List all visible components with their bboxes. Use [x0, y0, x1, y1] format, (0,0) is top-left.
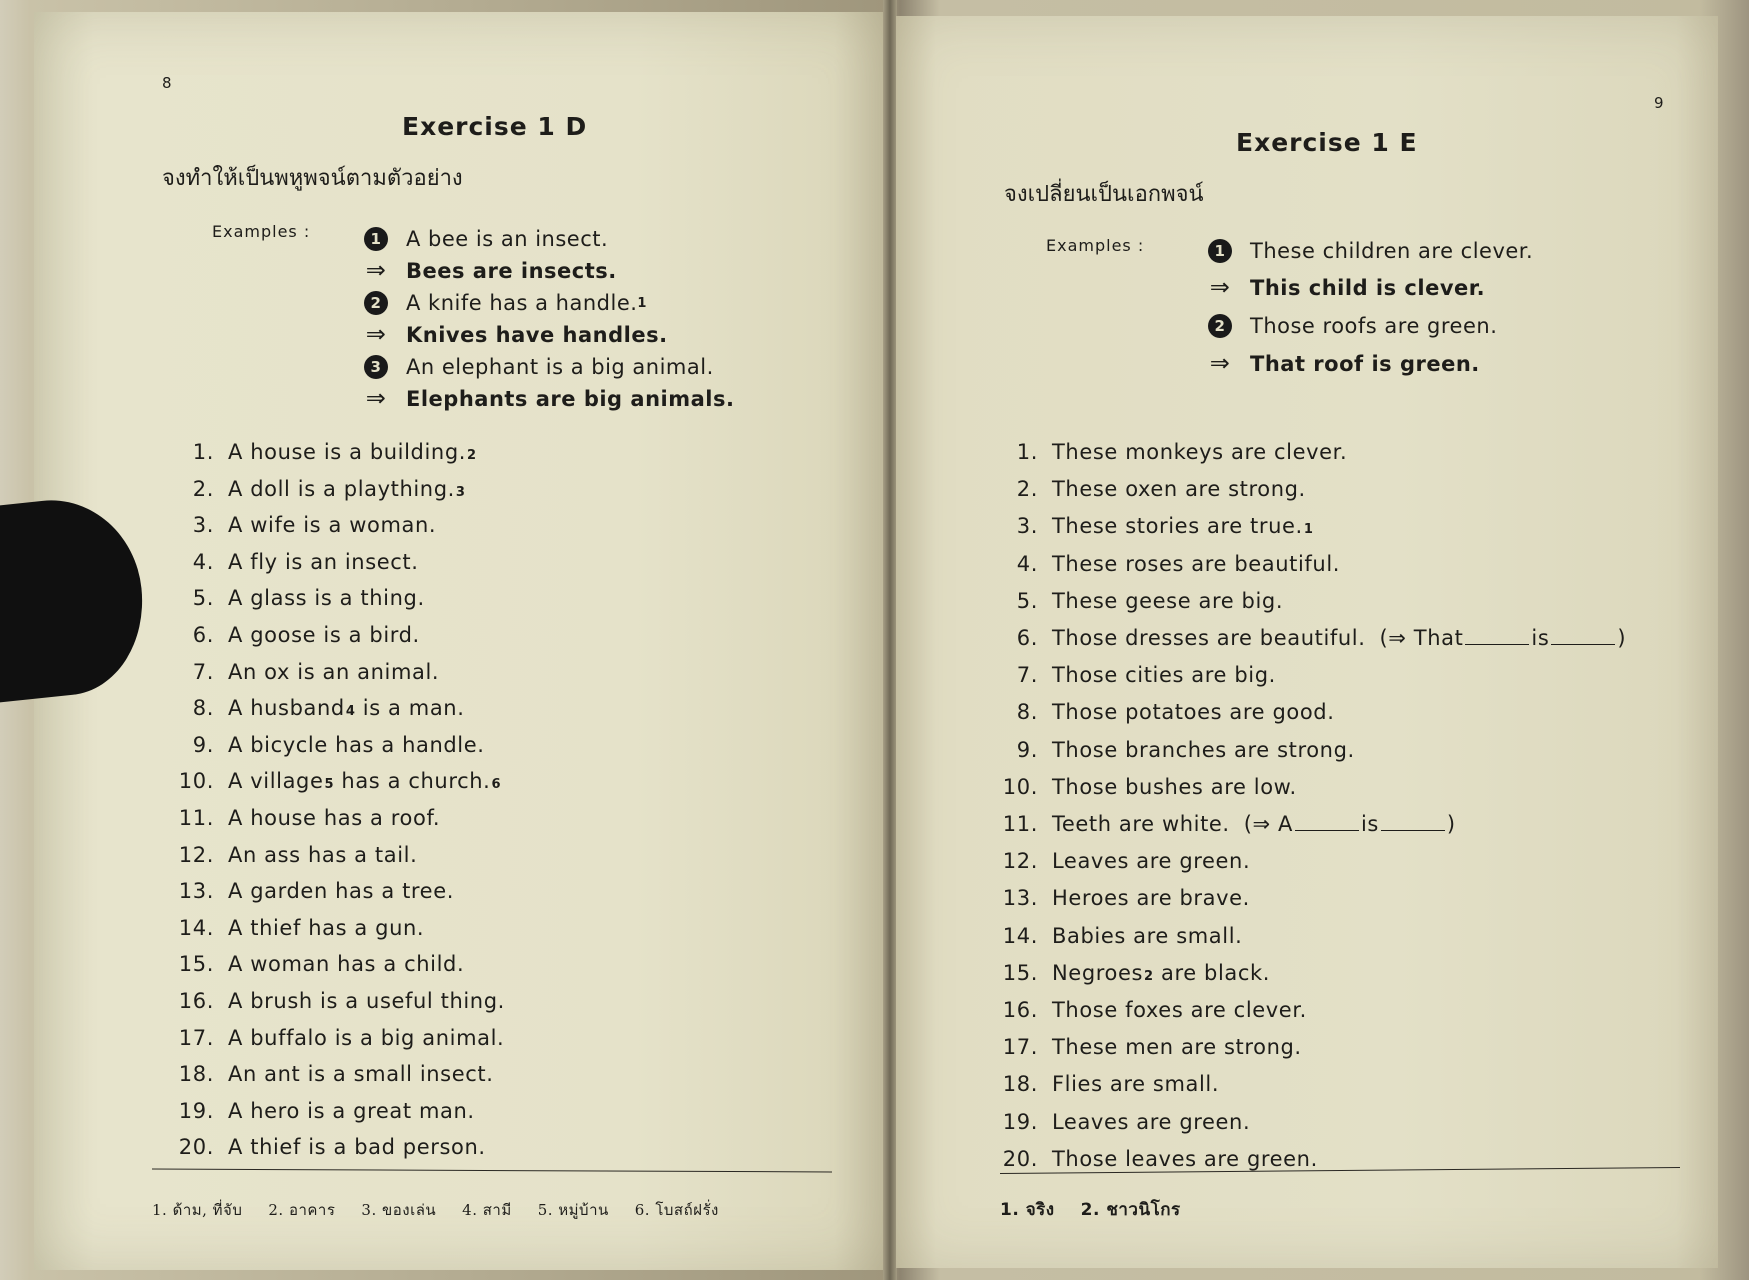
examples-label: Examples : [212, 222, 311, 241]
item-sentence: Those foxes are clever. [1052, 998, 1307, 1022]
answer-blank[interactable] [1551, 630, 1615, 645]
exercise-item [994, 440, 1347, 464]
item-sentence: A woman has a child. [228, 952, 465, 977]
answer-blank[interactable] [1381, 816, 1445, 831]
exercise-item [994, 1072, 1219, 1096]
exercise-item [170, 1135, 486, 1159]
exercise-item [994, 1035, 1302, 1059]
example-row [364, 227, 608, 251]
exercise-item [994, 700, 1335, 724]
item-number: 5. [1016, 588, 1038, 613]
item-sentence-tail: are black. [1153, 960, 1271, 985]
instruction-text: จงทำให้เป็นพหูพจน์ตามตัวอย่าง [162, 166, 463, 191]
item-number: 17. [178, 1025, 214, 1050]
example-number-marker: 1 [364, 227, 388, 251]
item-number: 19. [1002, 1109, 1038, 1134]
item-sentence: A wife is a woman. [228, 513, 437, 538]
item-number: 13. [1002, 886, 1038, 911]
exercise-item [170, 989, 505, 1013]
exercise-item [170, 623, 420, 647]
answer-hint [1230, 812, 1456, 836]
item-number: 13. [178, 879, 214, 904]
item-sentence: A fly is an insect. [228, 549, 419, 574]
exercise-item [170, 843, 417, 867]
exercise-item [170, 806, 440, 830]
item-sentence: A garden has a tree. [228, 879, 454, 904]
item-sentence: A goose is a bird. [228, 623, 420, 647]
answer-hint [1366, 626, 1627, 650]
item-sentence: These oxen are strong. [1052, 477, 1306, 502]
exercise-title: Exercise 1 E [1236, 128, 1418, 157]
item-sentence-tail: has a church. [334, 769, 491, 794]
example-sentence: Those roofs are green. [1250, 314, 1498, 338]
exercise-item [170, 513, 436, 537]
exercise-item [994, 886, 1250, 910]
right-page [896, 16, 1718, 1268]
item-number: 17. [1002, 1035, 1038, 1060]
hint-verb: is [1360, 812, 1379, 836]
arrow-icon: ⇒ [365, 384, 387, 412]
item-sentence: An ant is a small insect. [228, 1062, 494, 1087]
example-answer: That roof is green. [1250, 352, 1480, 376]
footnote-entry: 1. ด้าม, ที่จับ [152, 1201, 243, 1219]
page-number: 8 [162, 74, 172, 92]
exercise-item: 3. These stories are true. 1 [994, 514, 1314, 538]
item-number: 18. [178, 1062, 214, 1087]
footnotes [1000, 1196, 1207, 1223]
answer-blank[interactable] [1465, 630, 1529, 645]
item-number: 18. [1002, 1072, 1038, 1097]
example-number-marker: 1 [1208, 239, 1232, 263]
item-number: 8. [192, 696, 214, 721]
item-number: 2. [192, 476, 214, 501]
hint-close: ) [1617, 626, 1627, 650]
item-number: 12. [1002, 849, 1038, 874]
item-number: 16. [178, 989, 214, 1013]
footnotes [152, 1198, 745, 1222]
item-number: 12. [178, 842, 214, 867]
exercise-item [994, 849, 1250, 873]
item-sentence: Those bushes are low. [1052, 774, 1297, 799]
item-sentence: Negroes [1052, 960, 1144, 985]
exercise-item [994, 775, 1297, 799]
item-sentence: These monkeys are clever. [1052, 440, 1348, 464]
exercise-title: Exercise 1 D [402, 112, 588, 141]
example-answer-row [364, 384, 735, 412]
footnote-entry: 3. ของเล่น [361, 1201, 437, 1219]
item-sentence: A thief is a bad person. [228, 1135, 486, 1160]
item-sentence: Those potatoes are good. [1052, 700, 1335, 725]
item-number: 6. [1016, 626, 1038, 650]
exercise-item [994, 1110, 1250, 1134]
item-sentence: Those leaves are green. [1052, 1146, 1318, 1171]
exercise-item [994, 738, 1355, 762]
item-sentence: Those dresses are beautiful. [1052, 626, 1366, 650]
exercise-item [994, 477, 1306, 501]
hint-close: ) [1446, 812, 1456, 836]
exercise-item [170, 916, 424, 940]
item-sentence: Leaves are green. [1052, 849, 1251, 874]
exercise-item: 2. A doll is a plaything. 3 [170, 477, 466, 501]
footnote-entry: 6. โบสถ์ฝรั่ง [634, 1201, 719, 1219]
item-number: 16. [1002, 998, 1038, 1022]
hint-open: (⇒ A [1243, 812, 1293, 836]
footnote-entry: 5. หมู่บ้าน [537, 1201, 609, 1219]
item-sentence: These stories are true. [1052, 514, 1303, 539]
example-answer: Knives have handles. [406, 323, 668, 347]
item-number: 2. [1016, 477, 1038, 502]
item-number: 3. [1016, 514, 1038, 539]
instruction-text: จงเปลี่ยนเป็นเอกพจน์ [1004, 182, 1204, 207]
example-answer-row [1208, 273, 1486, 301]
example-row [1208, 314, 1497, 338]
exercise-item [994, 552, 1340, 576]
item-number: 10. [178, 769, 214, 794]
hint-verb: is [1531, 626, 1550, 650]
item-sentence: A buffalo is a big animal. [228, 1025, 505, 1050]
example-row [1208, 239, 1533, 263]
item-number: 20. [178, 1135, 214, 1160]
item-sentence: These men are strong. [1052, 1035, 1302, 1060]
item-number: 7. [1016, 663, 1038, 688]
item-sentence: A house is a building. [228, 440, 467, 464]
exercise-item [170, 1026, 504, 1050]
footnote-entry: 2. อาคาร [268, 1201, 336, 1219]
item-sentence: Leaves are green. [1052, 1109, 1251, 1134]
example-number-marker: 3 [364, 355, 388, 379]
exercise-item [994, 663, 1276, 687]
item-sentence: Teeth are white. [1052, 812, 1230, 836]
exercise-item [994, 1147, 1318, 1171]
left-page [34, 12, 884, 1270]
item-sentence: These geese are big. [1052, 588, 1284, 613]
item-number: 14. [1002, 923, 1038, 948]
item-number: 8. [1016, 700, 1038, 725]
exercise-item [170, 879, 454, 903]
exercise-item [994, 626, 1626, 650]
exercise-item [170, 1062, 494, 1086]
item-sentence: A glass is a thing. [228, 586, 425, 611]
example-answer-row [1208, 349, 1480, 377]
arrow-icon: ⇒ [1209, 349, 1231, 377]
item-number: 6. [192, 623, 214, 647]
example-row [364, 291, 647, 315]
item-sentence: A village [228, 769, 324, 794]
item-number: 15. [178, 952, 214, 977]
example-number-marker: 2 [364, 291, 388, 315]
exercise-item [170, 733, 485, 757]
item-sentence-tail: is a man. [355, 696, 465, 721]
footnote-entry: 1. จริง [1000, 1200, 1055, 1220]
item-sentence: Babies are small. [1052, 923, 1243, 948]
arrow-icon: ⇒ [1209, 273, 1231, 301]
item-number: 4. [192, 549, 214, 574]
item-sentence: A brush is a useful thing. [228, 989, 505, 1013]
exercise-item [170, 550, 419, 574]
item-number: 9. [192, 732, 214, 757]
example-answer-row [364, 256, 617, 284]
item-sentence: Flies are small. [1052, 1072, 1220, 1097]
example-answer-row [364, 320, 668, 348]
example-sentence: A bee is an insect. [406, 227, 609, 251]
example-sentence: A knife has a handle. [406, 291, 638, 315]
footnote-entry: 4. สามี [462, 1201, 512, 1219]
item-number: 7. [192, 659, 214, 684]
item-number: 10. [1002, 774, 1038, 799]
exercise-item [170, 660, 439, 684]
arrow-icon: ⇒ [365, 256, 387, 284]
exercise-item: 8. A husband 4 is a man. [170, 696, 464, 720]
item-sentence: These roses are beautiful. [1052, 551, 1341, 576]
example-answer: This child is clever. [1250, 276, 1486, 300]
item-number: 14. [178, 915, 214, 940]
answer-blank[interactable] [1295, 816, 1359, 831]
exercise-item [170, 586, 425, 610]
exercise-item [170, 952, 464, 976]
exercise-item [994, 924, 1242, 948]
exercise-item: 15. Negroes 2 are black. [994, 961, 1270, 985]
item-number: 11. [178, 806, 214, 830]
example-number-marker: 2 [1208, 314, 1232, 338]
exercise-item [170, 1099, 475, 1123]
footnote-ref: 1 [637, 295, 647, 311]
footnote-divider [152, 1169, 832, 1173]
exercise-item: 1. A house is a building. 2 [170, 440, 477, 464]
item-number: 4. [1016, 551, 1038, 576]
example-answer: Bees are insects. [406, 259, 617, 283]
exercise-item [994, 812, 1456, 836]
item-number: 15. [1002, 960, 1038, 985]
item-number: 1. [192, 440, 214, 464]
hint-open: (⇒ That [1379, 626, 1464, 650]
exercise-item [994, 998, 1307, 1022]
item-number: 5. [192, 586, 214, 611]
item-number: 3. [192, 513, 214, 538]
example-sentence: An elephant is a big animal. [406, 355, 714, 379]
item-sentence: A thief has a gun. [228, 915, 425, 940]
item-sentence: Heroes are brave. [1052, 886, 1250, 911]
item-sentence: A hero is a great man. [228, 1098, 475, 1123]
item-number: 1. [1016, 440, 1038, 464]
item-number: 11. [1002, 812, 1038, 836]
item-sentence: Those branches are strong. [1052, 737, 1355, 762]
item-number: 9. [1016, 737, 1038, 762]
item-sentence: A house has a roof. [228, 806, 441, 830]
footnote-entry: 2. ชาวนิโกร [1080, 1200, 1181, 1220]
item-sentence: A bicycle has a handle. [228, 732, 485, 757]
examples-label: Examples : [1046, 236, 1145, 255]
item-sentence: A doll is a plaything. [228, 476, 455, 501]
item-sentence: A husband [228, 696, 345, 721]
page-number: 9 [1654, 94, 1664, 112]
exercise-item: 10. A village 5 has a church. 6 [170, 769, 501, 793]
example-answer: Elephants are big animals. [406, 387, 735, 411]
item-sentence: Those cities are big. [1052, 663, 1276, 688]
item-number: 19. [178, 1098, 214, 1123]
item-sentence: An ass has a tail. [228, 842, 418, 867]
example-sentence: These children are clever. [1250, 239, 1534, 263]
exercise-item [994, 589, 1283, 613]
example-row [364, 355, 714, 379]
item-number: 20. [1002, 1146, 1038, 1171]
arrow-icon: ⇒ [365, 320, 387, 348]
item-sentence: An ox is an animal. [228, 659, 440, 684]
book-spine [883, 0, 897, 1280]
